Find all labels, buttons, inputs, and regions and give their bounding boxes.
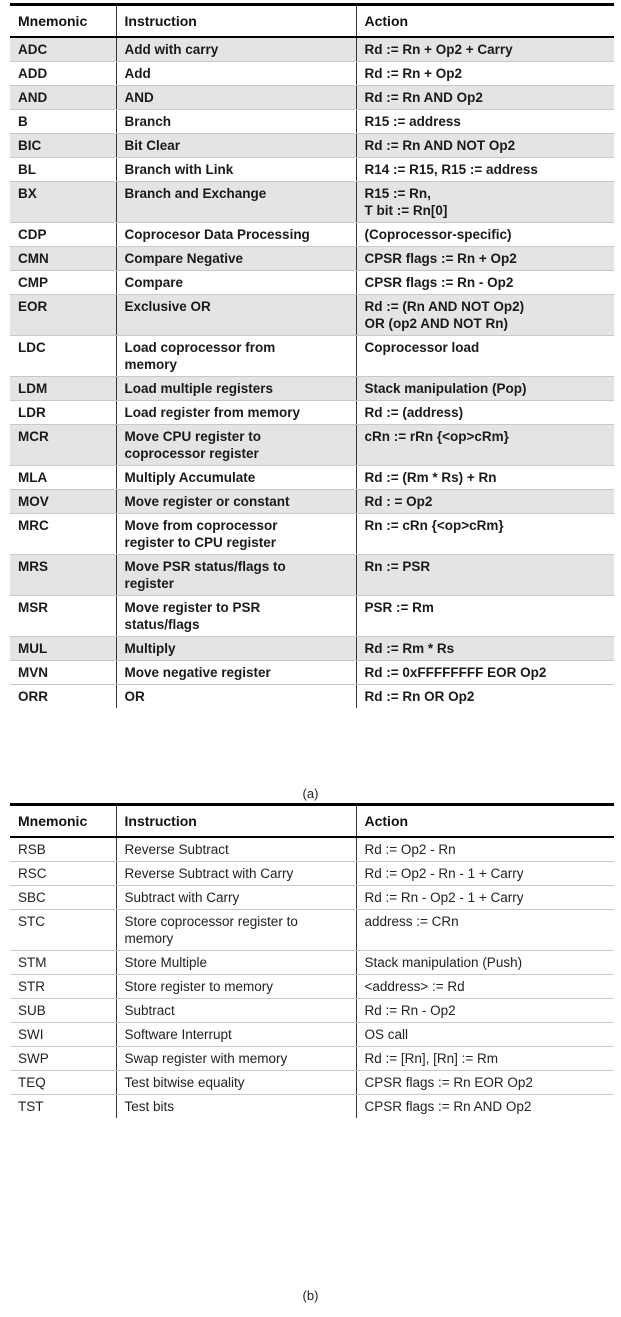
cell-mnemonic: TEQ (10, 1071, 116, 1095)
table-row (10, 886, 614, 910)
table-row (10, 223, 614, 247)
column-header-instruction: Instruction (116, 805, 356, 838)
cell-action: Rn := PSR (356, 555, 614, 596)
column-header-action: Action (356, 805, 614, 838)
cell-mnemonic: AND (10, 86, 116, 110)
cell-instruction: Move CPU register to coprocessor register (116, 425, 356, 466)
table-row (10, 975, 614, 999)
cell-mnemonic: LDM (10, 377, 116, 401)
cell-action: address := CRn (356, 910, 614, 951)
cell-action: CPSR flags := Rn - Op2 (356, 271, 614, 295)
cell-action: CPSR flags := Rn + Op2 (356, 247, 614, 271)
table-row (10, 401, 614, 425)
cell-action: Rd := (Rn AND NOT Op2) OR (op2 AND NOT Rn) (356, 295, 614, 336)
cell-mnemonic: STM (10, 951, 116, 975)
cell-instruction: Store Multiple (116, 951, 356, 975)
cell-action: CPSR flags := Rn EOR Op2 (356, 1071, 614, 1095)
cell-action: Rd := Op2 - Rn (356, 837, 614, 862)
cell-mnemonic: SWI (10, 1023, 116, 1047)
table-row (10, 596, 614, 637)
table-row (10, 514, 614, 555)
cell-action: Rd := Rn + Op2 + Carry (356, 37, 614, 62)
cell-mnemonic: MLA (10, 466, 116, 490)
cell-action: R15 := Rn, T bit := Rn[0] (356, 182, 614, 223)
table-row (10, 910, 614, 951)
cell-mnemonic: EOR (10, 295, 116, 336)
cell-action: Coprocessor load (356, 336, 614, 377)
cell-mnemonic: RSB (10, 837, 116, 862)
cell-action: Rd := (address) (356, 401, 614, 425)
cell-instruction: Add (116, 62, 356, 86)
cell-instruction: Load register from memory (116, 401, 356, 425)
cell-action: Rd := Rn AND NOT Op2 (356, 134, 614, 158)
table-row (10, 295, 614, 336)
cell-mnemonic: LDR (10, 401, 116, 425)
cell-action: Stack manipulation (Push) (356, 951, 614, 975)
table-row (10, 466, 614, 490)
cell-instruction: Swap register with memory (116, 1047, 356, 1071)
table-row (10, 637, 614, 661)
cell-instruction: Software Interrupt (116, 1023, 356, 1047)
cell-action: Rd := Rn AND Op2 (356, 86, 614, 110)
caption-b: (b) (302, 1288, 319, 1303)
table-row (10, 247, 614, 271)
cell-mnemonic: CMN (10, 247, 116, 271)
cell-action: Rd : = Op2 (356, 490, 614, 514)
table-row (10, 862, 614, 886)
cell-instruction: Subtract (116, 999, 356, 1023)
table-row (10, 158, 614, 182)
table-row (10, 110, 614, 134)
cell-action: Rd := Rn - Op2 - 1 + Carry (356, 886, 614, 910)
cell-instruction: Move register to PSR status/flags (116, 596, 356, 637)
table-row (10, 62, 614, 86)
cell-action: Rd := Rn + Op2 (356, 62, 614, 86)
cell-instruction: Branch (116, 110, 356, 134)
cell-mnemonic: CDP (10, 223, 116, 247)
cell-mnemonic: B (10, 110, 116, 134)
cell-instruction: Reverse Subtract (116, 837, 356, 862)
cell-mnemonic: ADC (10, 37, 116, 62)
table-a-header-row (10, 5, 614, 38)
cell-action: CPSR flags := Rn AND Op2 (356, 1095, 614, 1119)
cell-mnemonic: MRC (10, 514, 116, 555)
cell-mnemonic: MUL (10, 637, 116, 661)
table-row (10, 999, 614, 1023)
cell-mnemonic: MOV (10, 490, 116, 514)
cell-action: PSR := Rm (356, 596, 614, 637)
cell-mnemonic: BL (10, 158, 116, 182)
table-a-body (10, 37, 614, 708)
cell-mnemonic: ADD (10, 62, 116, 86)
cell-instruction: Bit Clear (116, 134, 356, 158)
column-header-mnemonic: Mnemonic (10, 805, 116, 838)
table-row (10, 1095, 614, 1119)
cell-instruction: OR (116, 685, 356, 709)
table-b-body (10, 837, 614, 1118)
cell-instruction: Store coprocessor register to memory (116, 910, 356, 951)
cell-action: Rd := Op2 - Rn - 1 + Carry (356, 862, 614, 886)
table-row (10, 1071, 614, 1095)
table-row (10, 86, 614, 110)
cell-instruction: Exclusive OR (116, 295, 356, 336)
table-row (10, 1047, 614, 1071)
cell-instruction: Subtract with Carry (116, 886, 356, 910)
cell-instruction: Test bitwise equality (116, 1071, 356, 1095)
table-row (10, 685, 614, 709)
table-row (10, 134, 614, 158)
cell-mnemonic: RSC (10, 862, 116, 886)
cell-action: Stack manipulation (Pop) (356, 377, 614, 401)
cell-action: Rd := Rm * Rs (356, 637, 614, 661)
cell-action: Rd := [Rn], [Rn] := Rm (356, 1047, 614, 1071)
cell-action: Rd := Rn - Op2 (356, 999, 614, 1023)
column-header-instruction: Instruction (116, 5, 356, 38)
cell-mnemonic: MCR (10, 425, 116, 466)
instruction-table-b (10, 803, 614, 1118)
cell-instruction: Move register or constant (116, 490, 356, 514)
cell-instruction: Move PSR status/flags to register (116, 555, 356, 596)
table-row (10, 182, 614, 223)
cell-instruction: Compare (116, 271, 356, 295)
table-row (10, 336, 614, 377)
cell-instruction: Add with carry (116, 37, 356, 62)
cell-mnemonic: MSR (10, 596, 116, 637)
caption-a: (a) (302, 786, 319, 801)
table-row (10, 951, 614, 975)
cell-action: (Coprocessor-specific) (356, 223, 614, 247)
cell-instruction: AND (116, 86, 356, 110)
cell-instruction: Move from coprocessor register to CPU register (116, 514, 356, 555)
table-row (10, 661, 614, 685)
column-header-action: Action (356, 5, 614, 38)
cell-instruction: Move negative register (116, 661, 356, 685)
table-row (10, 837, 614, 862)
cell-mnemonic: LDC (10, 336, 116, 377)
cell-action: Rd := (Rm * Rs) + Rn (356, 466, 614, 490)
cell-instruction: Coprocesor Data Processing (116, 223, 356, 247)
cell-action: Rd := 0xFFFFFFFF EOR Op2 (356, 661, 614, 685)
cell-action: R14 := R15, R15 := address (356, 158, 614, 182)
instruction-table-a (10, 3, 614, 708)
cell-mnemonic: MVN (10, 661, 116, 685)
table-row (10, 37, 614, 62)
cell-mnemonic: MRS (10, 555, 116, 596)
cell-mnemonic: SBC (10, 886, 116, 910)
cell-instruction: Load coprocessor from memory (116, 336, 356, 377)
cell-mnemonic: SWP (10, 1047, 116, 1071)
cell-mnemonic: ORR (18, 689, 48, 704)
table-b-header-row (10, 805, 614, 838)
column-header-mnemonic: Mnemonic (10, 5, 116, 38)
cell-instruction: Branch and Exchange (116, 182, 356, 223)
cell-instruction: Compare Negative (116, 247, 356, 271)
table-row (10, 425, 614, 466)
cell-mnemonic: BX (10, 182, 116, 223)
cell-instruction: Multiply Accumulate (116, 466, 356, 490)
cell-instruction: Multiply (116, 637, 356, 661)
cell-mnemonic: SUB (10, 999, 116, 1023)
cell-instruction: Reverse Subtract with Carry (116, 862, 356, 886)
cell-instruction: Branch with Link (116, 158, 356, 182)
cell-action: cRn := rRn {<op>cRm} (356, 425, 614, 466)
table-row (10, 1023, 614, 1047)
cell-instruction: Store register to memory (116, 975, 356, 999)
table-row (10, 555, 614, 596)
cell-action: OS call (356, 1023, 614, 1047)
table-row (10, 490, 614, 514)
cell-mnemonic: BIC (10, 134, 116, 158)
cell-action: <address> := Rd (356, 975, 614, 999)
cell-mnemonic: TST (18, 1099, 44, 1114)
table-row (10, 271, 614, 295)
cell-action: Rd := Rn OR Op2 (356, 685, 614, 709)
cell-mnemonic: STC (10, 910, 116, 951)
cell-instruction: Test bits (116, 1095, 356, 1119)
cell-instruction: Load multiple registers (116, 377, 356, 401)
cell-action: R15 := address (356, 110, 614, 134)
cell-mnemonic: STR (10, 975, 116, 999)
table-row (10, 377, 614, 401)
cell-mnemonic: CMP (10, 271, 116, 295)
cell-action: Rn := cRn {<op>cRm} (356, 514, 614, 555)
